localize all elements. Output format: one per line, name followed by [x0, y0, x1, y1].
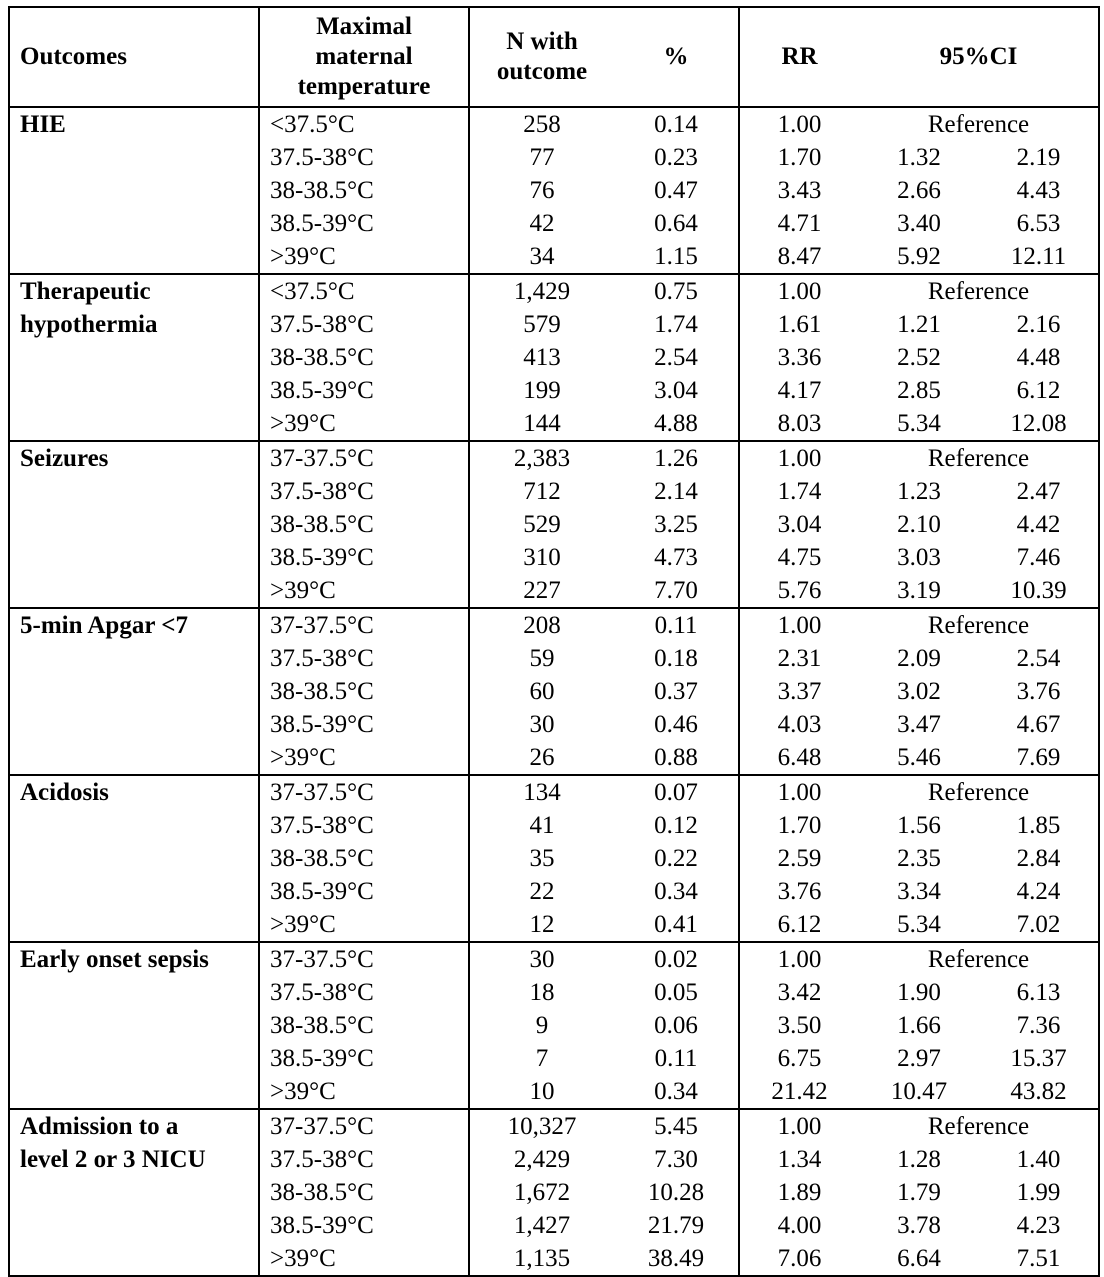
- percent-cell: 21.79: [614, 1209, 739, 1242]
- percent-cell: 7.30: [614, 1143, 739, 1176]
- percent-cell: 5.45: [614, 1109, 739, 1143]
- n-with-outcome-cell: 1,135: [469, 1242, 614, 1276]
- percent-cell: 0.14: [614, 107, 739, 141]
- header-rr: RR: [739, 7, 859, 107]
- rr-cell: 8.03: [739, 407, 859, 441]
- rr-cell: 1.34: [777, 1146, 822, 1173]
- n-with-outcome-cell: 41: [529, 812, 555, 839]
- ci-reference-cell: Reference: [859, 608, 1099, 642]
- rr-cell: 1.70: [777, 812, 822, 839]
- n-with-outcome-cell: 10: [469, 1075, 614, 1109]
- ci-high-cell: 7.46: [979, 541, 1099, 574]
- percent-cell: 0.75: [614, 274, 739, 308]
- rr-cell: 1.00: [777, 278, 822, 305]
- ci-low-cell: 1.90: [897, 979, 941, 1006]
- percent-cell: 2.14: [614, 475, 739, 508]
- rr-cell: 3.37: [777, 678, 822, 705]
- rr-cell: 2.31: [777, 645, 822, 672]
- rr-cell: 3.50: [777, 1012, 822, 1039]
- ci-high-cell: 4.67: [979, 708, 1099, 741]
- ci-high-cell: 7.51: [979, 1242, 1099, 1276]
- ci-reference-cell: Reference: [859, 274, 1099, 308]
- rr-cell: 7.06: [739, 1242, 859, 1276]
- ci-high-cell: 4.43: [979, 174, 1099, 207]
- table-row: [9, 942, 1099, 976]
- header-row: [9, 7, 1099, 107]
- ci-low-cell: 1.79: [897, 1179, 941, 1206]
- ci-high-cell: 6.53: [979, 207, 1099, 240]
- ci-low-cell: 3.78: [897, 1212, 941, 1239]
- outcome-label: [9, 942, 259, 1109]
- n-with-outcome-cell: 10,327: [507, 1113, 577, 1140]
- temperature-cell: >39°C: [259, 908, 469, 942]
- ci-low-cell: 5.34: [859, 407, 979, 441]
- outcome-label: [9, 608, 259, 775]
- ci-high-cell: 4.23: [979, 1209, 1099, 1242]
- header-temperature-line1: Maximal: [316, 13, 412, 40]
- percent-cell: 0.23: [614, 141, 739, 174]
- table-row: [9, 608, 1099, 642]
- temperature-cell: 38-38.5°C: [259, 1009, 469, 1042]
- header-temperature-line3: temperature: [297, 73, 431, 100]
- rr-cell: 3.76: [777, 878, 822, 905]
- percent-cell: 2.54: [614, 341, 739, 374]
- ci-high-cell: 4.48: [979, 341, 1099, 374]
- n-with-outcome-cell: 199: [523, 377, 561, 404]
- percent-cell: 0.34: [614, 1075, 739, 1109]
- n-with-outcome-cell: 208: [523, 612, 561, 639]
- ci-reference-cell: Reference: [859, 441, 1099, 475]
- n-with-outcome-cell: 12: [469, 908, 614, 942]
- temperature-cell: 37-37.5°C: [259, 441, 469, 475]
- temperature-cell: 37.5-38°C: [259, 475, 469, 508]
- n-with-outcome-cell: 258: [523, 111, 561, 138]
- temperature-cell: 38.5-39°C: [259, 374, 469, 407]
- rr-cell: 21.42: [739, 1075, 859, 1109]
- rr-cell: 1.70: [777, 144, 822, 171]
- ci-low-cell: 1.21: [897, 311, 941, 338]
- n-with-outcome-cell: 60: [529, 678, 555, 705]
- outcome-label: [9, 441, 259, 608]
- percent-cell: 0.07: [614, 775, 739, 809]
- ci-high-cell: 12.11: [979, 240, 1099, 274]
- percent-cell: 1.74: [614, 308, 739, 341]
- rr-cell: 6.12: [739, 908, 859, 942]
- n-with-outcome-cell: 529: [523, 511, 561, 538]
- n-with-outcome-cell: 9: [535, 1012, 549, 1039]
- temperature-cell: 38-38.5°C: [259, 508, 469, 541]
- n-with-outcome-cell: 579: [523, 311, 561, 338]
- temperature-cell: 38-38.5°C: [259, 174, 469, 207]
- n-with-outcome-cell: 144: [469, 407, 614, 441]
- table-row: [9, 1109, 1099, 1143]
- temperature-cell: 37.5-38°C: [259, 1143, 469, 1176]
- temperature-cell: 38.5-39°C: [259, 1209, 469, 1242]
- rr-cell: 1.00: [777, 1113, 822, 1140]
- temperature-cell: 38-38.5°C: [259, 341, 469, 374]
- results-table-container: [8, 6, 1098, 1277]
- n-with-outcome-cell: 34: [469, 240, 614, 274]
- ci-high-cell: 2.84: [979, 842, 1099, 875]
- percent-cell: 4.73: [614, 541, 739, 574]
- table-row: [9, 107, 1099, 141]
- ci-low-cell: 2.09: [897, 645, 941, 672]
- ci-high-cell: 15.37: [979, 1042, 1099, 1075]
- n-with-outcome-cell: 712: [523, 478, 561, 505]
- outcome-label-line: Admission to a: [20, 1113, 179, 1140]
- temperature-cell: 38.5-39°C: [259, 875, 469, 908]
- outcome-label: [9, 1109, 259, 1276]
- rr-cell: 1.74: [777, 478, 822, 505]
- percent-cell: 0.64: [614, 207, 739, 240]
- rr-cell: 3.36: [777, 344, 822, 371]
- rr-cell: 1.00: [777, 946, 822, 973]
- rr-cell: 4.71: [777, 210, 822, 237]
- n-with-outcome-cell: 7: [535, 1045, 549, 1072]
- rr-cell: 3.04: [777, 511, 822, 538]
- rr-cell: 3.42: [777, 979, 822, 1006]
- n-with-outcome-cell: 30: [529, 711, 555, 738]
- ci-high-cell: 43.82: [979, 1075, 1099, 1109]
- outcome-label: [9, 274, 259, 441]
- ci-high-cell: 7.69: [979, 741, 1099, 775]
- ci-low-cell: 3.02: [897, 678, 941, 705]
- ci-high-cell: 10.39: [979, 574, 1099, 608]
- ci-low-cell: 2.10: [897, 511, 941, 538]
- temperature-cell: 37.5-38°C: [259, 141, 469, 174]
- ci-low-cell: 1.28: [897, 1146, 941, 1173]
- rr-cell: 1.00: [777, 111, 822, 138]
- outcome-label-line: Therapeutic: [20, 278, 151, 305]
- table-row: [9, 775, 1099, 809]
- temperature-cell: 38.5-39°C: [259, 541, 469, 574]
- ci-low-cell: 5.34: [859, 908, 979, 942]
- percent-cell: 0.37: [614, 675, 739, 708]
- percent-cell: 0.11: [614, 608, 739, 642]
- n-with-outcome-cell: 30: [529, 946, 555, 973]
- ci-high-cell: 4.24: [979, 875, 1099, 908]
- outcome-label-line: Seizures: [20, 445, 109, 472]
- header-temperature: [259, 7, 469, 107]
- temperature-cell: >39°C: [259, 574, 469, 608]
- temperature-cell: >39°C: [259, 1242, 469, 1276]
- header-percent: %: [614, 7, 739, 107]
- temperature-cell: 38.5-39°C: [259, 708, 469, 741]
- ci-low-cell: 3.40: [897, 210, 941, 237]
- rr-cell: 1.00: [777, 779, 822, 806]
- n-with-outcome-cell: 310: [523, 544, 561, 571]
- percent-cell: 0.02: [614, 942, 739, 976]
- ci-low-cell: 5.46: [859, 741, 979, 775]
- ci-low-cell: 3.47: [897, 711, 941, 738]
- temperature-cell: >39°C: [259, 407, 469, 441]
- header-temperature-line2: maternal: [315, 43, 413, 70]
- ci-low-cell: 2.66: [897, 177, 941, 204]
- rr-cell: 5.76: [739, 574, 859, 608]
- temperature-cell: 38-38.5°C: [259, 675, 469, 708]
- ci-high-cell: 7.36: [979, 1009, 1099, 1042]
- header-n-line2: outcome: [496, 58, 588, 85]
- rr-cell: 6.48: [739, 741, 859, 775]
- ci-high-cell: 6.13: [979, 976, 1099, 1009]
- temperature-cell: 38-38.5°C: [259, 842, 469, 875]
- outcome-label-line: 5-min Apgar <7: [20, 612, 188, 639]
- percent-cell: 1.15: [614, 240, 739, 274]
- percent-cell: 4.88: [614, 407, 739, 441]
- n-with-outcome-cell: 1,672: [513, 1179, 571, 1206]
- rr-cell: 4.17: [777, 377, 822, 404]
- percent-cell: 0.22: [614, 842, 739, 875]
- ci-high-cell: 3.76: [979, 675, 1099, 708]
- ci-low-cell: 2.85: [897, 377, 941, 404]
- ci-high-cell: 12.08: [979, 407, 1099, 441]
- ci-low-cell: 10.47: [859, 1075, 979, 1109]
- header-n-line1: N with: [506, 28, 578, 55]
- percent-cell: 0.12: [614, 809, 739, 842]
- percent-cell: 0.05: [614, 976, 739, 1009]
- rr-cell: 1.61: [777, 311, 822, 338]
- percent-cell: 0.06: [614, 1009, 739, 1042]
- temperature-cell: 37-37.5°C: [259, 608, 469, 642]
- temperature-cell: 37.5-38°C: [259, 308, 469, 341]
- outcome-label: [9, 107, 259, 274]
- n-with-outcome-cell: 76: [529, 177, 555, 204]
- n-with-outcome-cell: 134: [523, 779, 561, 806]
- rr-cell: 6.75: [777, 1045, 822, 1072]
- temperature-cell: 38.5-39°C: [259, 1042, 469, 1075]
- n-with-outcome-cell: 42: [529, 210, 555, 237]
- ci-low-cell: 5.92: [859, 240, 979, 274]
- outcome-label: [9, 775, 259, 942]
- temperature-cell: 37.5-38°C: [259, 809, 469, 842]
- outcome-label-line: Early onset sepsis: [20, 946, 209, 973]
- ci-low-cell: 2.97: [897, 1045, 941, 1072]
- rr-cell: 8.47: [739, 240, 859, 274]
- ci-reference-cell: Reference: [859, 942, 1099, 976]
- ci-low-cell: 6.64: [859, 1242, 979, 1276]
- percent-cell: 0.47: [614, 174, 739, 207]
- ci-high-cell: 1.99: [979, 1176, 1099, 1209]
- percent-cell: 0.34: [614, 875, 739, 908]
- temperature-cell: 37.5-38°C: [259, 976, 469, 1009]
- n-with-outcome-cell: 1,427: [513, 1212, 571, 1239]
- n-with-outcome-cell: 26: [469, 741, 614, 775]
- ci-high-cell: 4.42: [979, 508, 1099, 541]
- n-with-outcome-cell: 22: [529, 878, 555, 905]
- percent-cell: 38.49: [614, 1242, 739, 1276]
- rr-cell: 4.03: [777, 711, 822, 738]
- ci-low-cell: 3.03: [897, 544, 941, 571]
- n-with-outcome-cell: 35: [529, 845, 555, 872]
- header-ci: 95%CI: [859, 7, 1099, 107]
- ci-low-cell: 1.56: [897, 812, 941, 839]
- ci-low-cell: 3.19: [859, 574, 979, 608]
- n-with-outcome-cell: 227: [469, 574, 614, 608]
- rr-cell: 4.75: [777, 544, 822, 571]
- ci-low-cell: 3.34: [897, 878, 941, 905]
- n-with-outcome-cell: 2,383: [513, 445, 571, 472]
- table-row: [9, 441, 1099, 475]
- rr-cell: 4.00: [777, 1212, 822, 1239]
- n-with-outcome-cell: 2,429: [513, 1146, 571, 1173]
- percent-cell: 3.25: [614, 508, 739, 541]
- ci-reference-cell: Reference: [859, 775, 1099, 809]
- n-with-outcome-cell: 1,429: [513, 278, 571, 305]
- results-table: [8, 6, 1100, 1277]
- ci-reference-cell: Reference: [859, 1109, 1099, 1143]
- table-body: [9, 107, 1099, 1276]
- ci-high-cell: 2.16: [979, 308, 1099, 341]
- n-with-outcome-cell: 413: [523, 344, 561, 371]
- ci-low-cell: 1.32: [897, 144, 941, 171]
- ci-low-cell: 1.66: [897, 1012, 941, 1039]
- ci-high-cell: 1.85: [979, 809, 1099, 842]
- ci-high-cell: 2.47: [979, 475, 1099, 508]
- ci-high-cell: 7.02: [979, 908, 1099, 942]
- temperature-cell: 37-37.5°C: [259, 942, 469, 976]
- percent-cell: 0.18: [614, 642, 739, 675]
- percent-cell: 0.46: [614, 708, 739, 741]
- temperature-cell: >39°C: [259, 1075, 469, 1109]
- table-row: [9, 274, 1099, 308]
- percent-cell: 7.70: [614, 574, 739, 608]
- temperature-cell: 37-37.5°C: [259, 1109, 469, 1143]
- ci-high-cell: 2.19: [979, 141, 1099, 174]
- ci-high-cell: 1.40: [979, 1143, 1099, 1176]
- temperature-cell: >39°C: [259, 741, 469, 775]
- percent-cell: 3.04: [614, 374, 739, 407]
- ci-low-cell: 2.35: [897, 845, 941, 872]
- rr-cell: 2.59: [777, 845, 822, 872]
- outcome-label-line: level 2 or 3 NICU: [20, 1146, 206, 1173]
- percent-cell: 1.26: [614, 441, 739, 475]
- temperature-cell: 38-38.5°C: [259, 1176, 469, 1209]
- ci-low-cell: 2.52: [897, 344, 941, 371]
- temperature-cell: >39°C: [259, 240, 469, 274]
- ci-high-cell: 6.12: [979, 374, 1099, 407]
- header-outcomes: Outcomes: [9, 7, 259, 107]
- outcome-label-line: HIE: [20, 111, 66, 138]
- n-with-outcome-cell: 77: [529, 144, 555, 171]
- percent-cell: 0.41: [614, 908, 739, 942]
- rr-cell: 1.00: [777, 445, 822, 472]
- ci-reference-cell: Reference: [859, 107, 1099, 141]
- temperature-cell: 37-37.5°C: [259, 775, 469, 809]
- ci-low-cell: 1.23: [897, 478, 941, 505]
- n-with-outcome-cell: 59: [529, 645, 555, 672]
- header-n-with-outcome: [469, 7, 614, 107]
- percent-cell: 0.88: [614, 741, 739, 775]
- outcome-label-line: hypothermia: [20, 311, 158, 338]
- percent-cell: 0.11: [614, 1042, 739, 1075]
- temperature-cell: 38.5-39°C: [259, 207, 469, 240]
- rr-cell: 1.89: [777, 1179, 822, 1206]
- percent-cell: 10.28: [614, 1176, 739, 1209]
- temperature-cell: <37.5°C: [259, 274, 469, 308]
- rr-cell: 3.43: [777, 177, 822, 204]
- temperature-cell: <37.5°C: [259, 107, 469, 141]
- temperature-cell: 37.5-38°C: [259, 642, 469, 675]
- rr-cell: 1.00: [777, 612, 822, 639]
- outcome-label-line: Acidosis: [20, 779, 109, 806]
- n-with-outcome-cell: 18: [529, 979, 555, 1006]
- ci-high-cell: 2.54: [979, 642, 1099, 675]
